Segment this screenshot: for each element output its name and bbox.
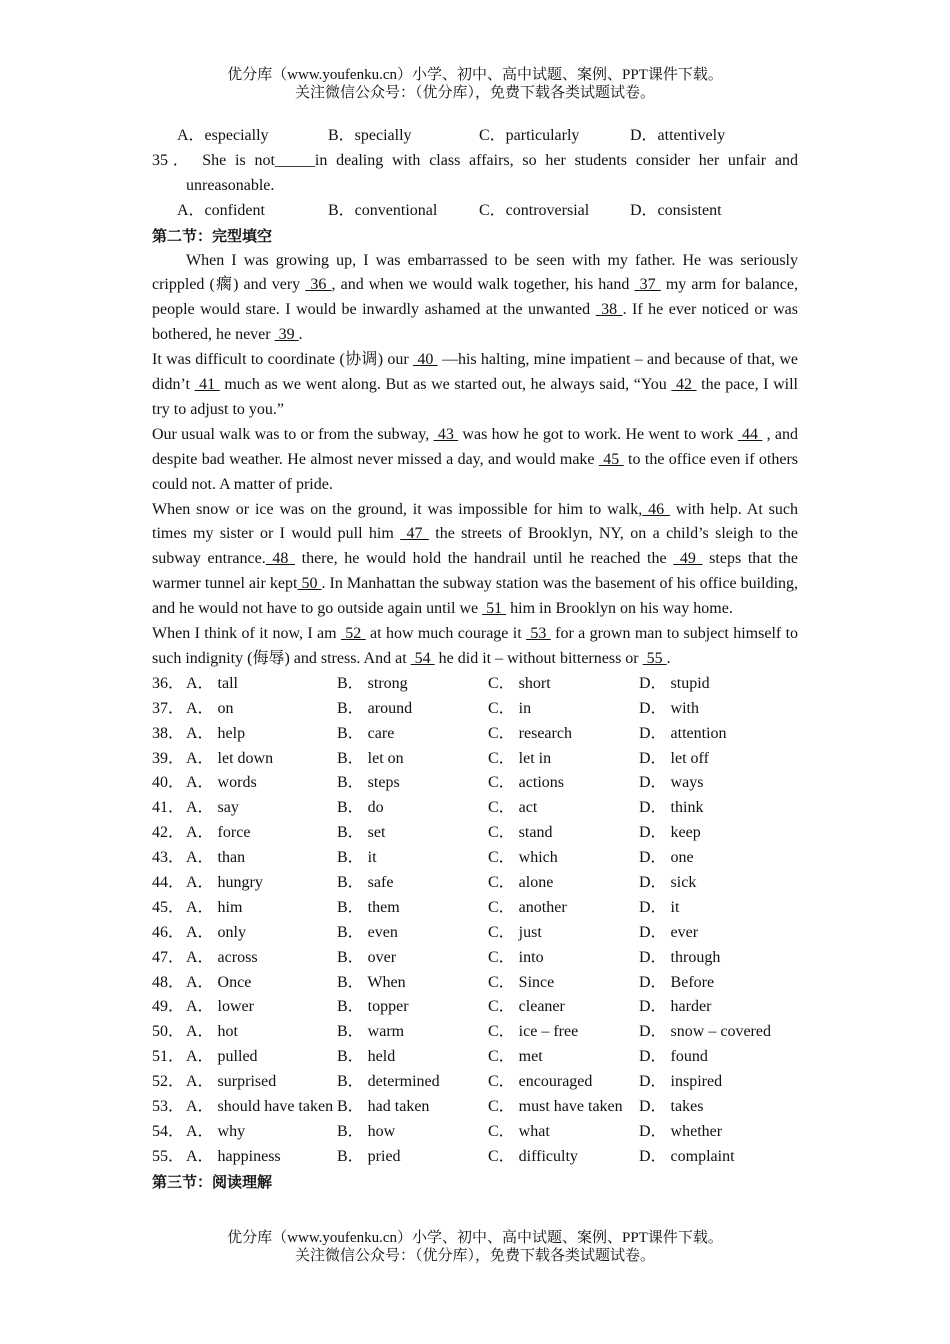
option-d: D． complaint: [639, 1147, 735, 1165]
passage-text: Our usual walk was to or from the subway,: [152, 425, 434, 443]
option-c: C． what: [488, 1122, 550, 1140]
option-a: A． hot: [186, 1023, 239, 1041]
option-d: D． let off: [639, 749, 709, 767]
option-a: A． hungry: [186, 874, 263, 892]
option-a: A． Once: [186, 973, 252, 991]
option-c: C． research: [488, 724, 572, 742]
answer-row-43: [152, 846, 798, 871]
passage-text: he did it – without bitterness or: [434, 650, 643, 667]
option-b: B． pried: [337, 1147, 401, 1165]
option-d: D． Before: [639, 973, 715, 991]
option-d: D． whether: [639, 1122, 723, 1140]
question-number: 38．: [152, 724, 185, 742]
option-b: B． around: [337, 699, 413, 717]
passage-text: there, he would hold the handrail until he reached the: [294, 550, 674, 568]
passage-text: , and despite bad weather. He almost never missed a day, and would make: [152, 425, 799, 468]
option-d: D． it: [639, 898, 680, 916]
option-b: B． let on: [337, 749, 404, 767]
option-d: D． ways: [639, 774, 704, 792]
passage-text: When snow or ice was on the ground, it was impossible for him to walk,: [152, 500, 643, 518]
option-a: A． words: [186, 774, 257, 792]
question-number: 42．: [152, 824, 185, 842]
option-b: B． warm: [337, 1023, 405, 1041]
answer-row-50: [152, 1020, 798, 1045]
passage-paragraph-4: [152, 498, 798, 623]
option-c: C．particularly: [479, 127, 580, 144]
passage-text: .: [298, 326, 303, 344]
passage-text: my arm for balance, people would stare. I would be inwardly ashamed at the unwanted: [152, 276, 799, 319]
option-d: D． ever: [639, 923, 699, 941]
question-number: 55．: [152, 1147, 185, 1165]
blank-37: 37: [634, 276, 661, 294]
option-c: C． cleaner: [488, 998, 565, 1016]
option-a: A． pulled: [186, 1048, 258, 1066]
answer-row-55: [152, 1145, 798, 1170]
option-c: C． which: [488, 849, 558, 867]
question-number: 44．: [152, 874, 185, 892]
option-c: C．controversial: [479, 201, 590, 219]
option-a: A． him: [186, 898, 243, 916]
blank-53: 53: [526, 625, 551, 643]
section-3-title: 第三节：阅读理解: [152, 1172, 273, 1191]
option-d: D． sick: [639, 874, 697, 892]
passage-text: . If he ever noticed or was bothered, he never: [152, 301, 799, 344]
question-number: 54．: [152, 1122, 185, 1140]
blank-41: 41: [194, 376, 220, 394]
option-a: A． surprised: [186, 1073, 277, 1091]
blank-46: 46: [642, 500, 671, 518]
footer-line-1: 优分库（www.youfenku.cn）小学、初中、高中试题、案例、PPT课件下载。: [227, 1230, 723, 1246]
option-b: B． even: [337, 923, 398, 941]
answer-row-40: [152, 771, 798, 796]
passage-text: to the office even if others could not. A matter of pride.: [152, 450, 799, 493]
option-b: B． them: [337, 898, 400, 916]
question-number: 52．: [152, 1073, 185, 1091]
blank-54: 54: [410, 650, 435, 667]
question-number: 37．: [152, 699, 185, 717]
question-number: 39．: [152, 749, 185, 767]
blank-47: 47: [400, 525, 429, 543]
option-a: A． only: [186, 923, 247, 941]
blank-40: 40: [413, 351, 438, 369]
option-b: B． set: [337, 824, 386, 842]
option-c: C． difficulty: [488, 1147, 578, 1165]
answer-row-36: [152, 672, 798, 697]
option-d: D．consistent: [630, 201, 722, 219]
option-c: C． short: [488, 674, 551, 692]
option-a: A．confident: [177, 201, 265, 219]
question-number: 36．: [152, 674, 185, 692]
answer-row-42: [152, 821, 798, 846]
option-a: A． happiness: [186, 1147, 281, 1165]
answer-row-38: [152, 722, 798, 747]
option-a: A．especially: [177, 127, 269, 144]
passage-text: It was difficult to coordinate (协调) our: [152, 351, 413, 369]
option-d: D． with: [639, 699, 700, 717]
option-a: A． say: [186, 799, 239, 817]
blank-38: 38: [595, 301, 623, 319]
q34-options: [152, 124, 798, 149]
answer-row-53: [152, 1095, 798, 1120]
blank-44: 44: [737, 425, 763, 443]
passage-text: , and when we would walk together, his hand: [331, 276, 635, 294]
exam-content: [152, 124, 798, 1195]
passage-text: the pace, I will try to adjust to you.”: [152, 376, 798, 418]
option-d: D． through: [639, 948, 721, 966]
question-number: 40．: [152, 774, 185, 792]
option-b: B．specially: [328, 127, 412, 144]
passage-text: with help. At such times my sister or I would pull him: [152, 500, 799, 543]
question-number: 53．: [152, 1098, 185, 1116]
option-c: C． in: [488, 699, 532, 717]
blank-55: 55: [642, 650, 667, 667]
option-b: B．conventional: [328, 201, 438, 219]
option-c: C． act: [488, 799, 538, 817]
blank-43: 43: [433, 425, 459, 443]
option-b: B． determined: [337, 1073, 440, 1091]
option-b: B． had taken: [337, 1098, 430, 1116]
passage-text: .: [666, 650, 671, 667]
option-c: C． must have taken: [488, 1098, 623, 1116]
option-b: B． over: [337, 948, 397, 966]
option-d: D． attention: [639, 724, 727, 742]
blank-48: 48: [265, 550, 295, 568]
option-d: D． stupid: [639, 674, 710, 692]
option-a: A． help: [186, 724, 246, 742]
option-d: D． one: [639, 849, 694, 867]
option-b: B． safe: [337, 874, 394, 892]
option-b: B． do: [337, 799, 384, 817]
option-c: C． encouraged: [488, 1073, 593, 1091]
passage-text: the streets of Brooklyn, NY, on a child’s sleigh to the subway entrance.: [152, 525, 799, 568]
option-a: A． tall: [186, 674, 238, 692]
section-2-title: 第二节：完型填空: [152, 226, 273, 245]
answer-row-46: [152, 921, 798, 946]
answer-row-54: [152, 1120, 798, 1145]
option-b: B． When: [337, 973, 406, 991]
blank-45: 45: [598, 450, 624, 468]
option-c: C． Since: [488, 973, 555, 991]
answer-row-48: [152, 971, 798, 996]
blank-39: 39: [274, 326, 299, 344]
option-d: D． inspired: [639, 1073, 723, 1091]
question-number: 50．: [152, 1023, 185, 1041]
option-c: C． met: [488, 1048, 543, 1066]
option-a: A． lower: [186, 998, 254, 1016]
option-b: B． it: [337, 849, 377, 867]
question-number: 46．: [152, 923, 185, 941]
blank-49: 49: [673, 550, 703, 568]
question-number: 41．: [152, 799, 185, 817]
answer-row-45: [152, 896, 798, 921]
question-number: 51．: [152, 1048, 185, 1066]
passage-text: was how he got to work. He went to work: [458, 425, 738, 443]
passage-paragraph-5: [152, 622, 798, 672]
blank-51: 51: [482, 600, 507, 618]
passage-paragraph-1: [152, 249, 798, 349]
option-a: A． why: [186, 1122, 246, 1140]
passage-paragraph-3: [152, 423, 798, 498]
answer-row-44: [152, 871, 798, 896]
answer-row-41: [152, 796, 798, 821]
answer-row-39: [152, 747, 798, 772]
option-b: B． steps: [337, 774, 400, 792]
option-d: D． takes: [639, 1098, 704, 1116]
option-a: A． let down: [186, 749, 274, 767]
footer-line-2: 关注微信公众号：（优分库），免费下载各类试题试卷。: [294, 1248, 655, 1264]
option-b: B． care: [337, 724, 395, 742]
header-line-1: 优分库（www.youfenku.cn）小学、初中、高中试题、案例、PPT课件下载。: [227, 67, 723, 83]
passage-text: much as we went along. But as we started out, he always said, “You: [219, 376, 672, 394]
passage-paragraph-2: [152, 348, 798, 423]
header-line-2: 关注微信公众号：（优分库），免费下载各类试题试卷。: [294, 85, 655, 101]
passage-text: When I think of it now, I am: [152, 625, 341, 643]
question-number: 47．: [152, 948, 185, 966]
option-a: A． across: [186, 948, 258, 966]
blank-42: 42: [671, 376, 697, 394]
answer-row-49: [152, 995, 798, 1020]
blank-52: 52: [340, 625, 366, 643]
question-number: 43．: [152, 849, 185, 867]
answer-row-37: [152, 697, 798, 722]
question-number: 45．: [152, 898, 185, 916]
option-b: B． how: [337, 1122, 396, 1140]
page-footer: [0, 1229, 950, 1265]
passage-text: steps that the warmer tunnel air kept: [152, 550, 798, 593]
option-c: C． just: [488, 923, 542, 941]
q35-options: [152, 199, 798, 224]
page-header: [0, 66, 950, 102]
option-a: A． than: [186, 849, 246, 867]
option-c: C． into: [488, 948, 544, 966]
option-c: C． alone: [488, 874, 554, 892]
blank-50: 50: [297, 575, 322, 593]
option-a: A． force: [186, 824, 251, 842]
passage-text: at how much courage it: [365, 625, 527, 643]
option-c: C． let in: [488, 749, 552, 767]
option-c: C． ice – free: [488, 1023, 579, 1041]
question-number: 49．: [152, 998, 185, 1016]
passage-text: him in Brooklyn on his way home.: [506, 600, 733, 618]
passage-text: . In Manhattan the subway station was the basement of his office building, and he would not have to go outside again until we: [152, 575, 799, 618]
option-d: D． think: [639, 799, 704, 817]
blank-36: 36: [305, 276, 332, 294]
passage-text: for a grown man to subject himself to such indignity (侮辱) and stress. And at: [152, 625, 799, 667]
option-b: B． held: [337, 1048, 396, 1066]
option-b: B． topper: [337, 998, 409, 1016]
answer-row-51: [152, 1045, 798, 1070]
passage-text: —his halting, mine impatient – and because of that, we didn’t: [152, 351, 798, 394]
q35-stem: 35． She is not_____in dealing with class affairs, so her students consider her unfair and: [152, 151, 798, 169]
option-d: D．attentively: [630, 127, 726, 144]
q35-stem-continued: unreasonable.: [186, 176, 275, 194]
option-c: C． stand: [488, 824, 553, 842]
option-c: C． actions: [488, 774, 564, 792]
option-a: A． on: [186, 699, 234, 717]
answer-row-47: [152, 946, 798, 971]
option-a: A． should have taken: [186, 1098, 334, 1116]
answer-options-list: [152, 672, 798, 1170]
option-d: D． keep: [639, 824, 701, 842]
question-number: 48．: [152, 973, 185, 991]
answer-row-52: [152, 1070, 798, 1095]
option-d: D． harder: [639, 998, 712, 1016]
passage-text: When I was growing up, I was embarrassed to be seen with my father. He was seriously crippled (瘸) and very: [152, 251, 798, 294]
option-d: D． found: [639, 1048, 708, 1066]
option-c: C． another: [488, 898, 567, 916]
option-b: B． strong: [337, 674, 408, 692]
option-d: D． snow – covered: [639, 1023, 771, 1041]
